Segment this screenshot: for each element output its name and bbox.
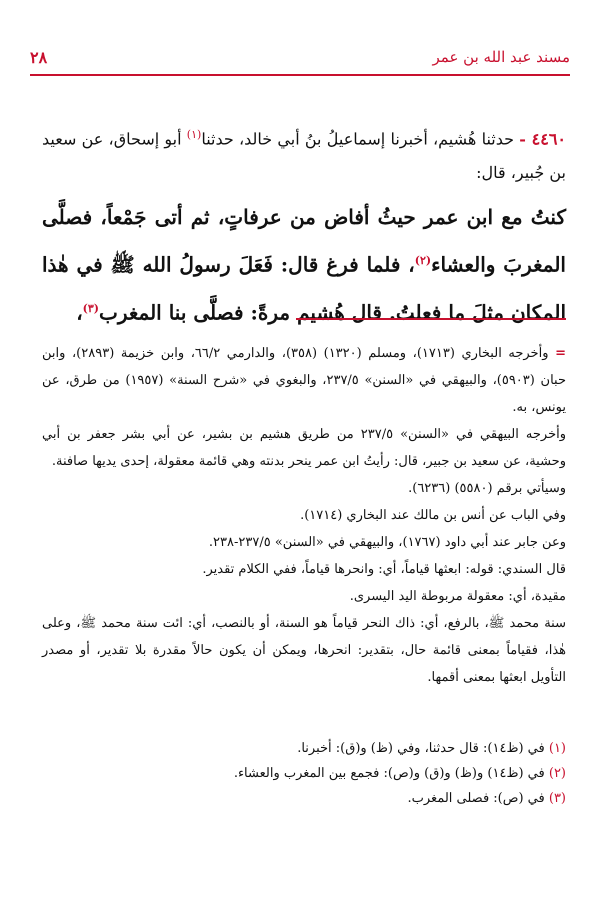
note-paragraph: وعن جابر عند أبي داود (١٧٦٧)، والبيهقي في «السنن» ٢٣٧/٥-٢٣٨. bbox=[208, 535, 566, 550]
isnad-part-a: حدثنا هُشيم، أخبرنا إسماعيلُ بنُ أبي خالد، حدثنا bbox=[201, 129, 515, 149]
note-paragraph: وأخرجه البيهقي في «السنن» ٢٣٧/٥ من طريق هشيم بن بشير، عن أبي بشر جعفر بن أبي وحشية، عن سعيد بن جبير، قال: رأيتُ ابن عمر ينحر بدنته وهي قائمة معقولة، إحدى يديها صافنة. bbox=[42, 427, 566, 469]
footnote-marker-2[interactable]: (٢) bbox=[414, 254, 432, 268]
note-line: وأخرجه البخاري (١٧١٣)، ومسلم (١٣٢٠) (٣٥٨)، والدارمي ٦٦/٢، وابن خزيمة (٢٨٩٣)، وابن حبان (٥٩٠٣)، والبيهقي في «السنن» ٢٣٧/٥، والبغوي في «شرح السنة» (١٩٥٧) من طرق، عن يونس، به. bbox=[42, 346, 567, 415]
footnote-item bbox=[42, 761, 566, 786]
footnote-mark: (١) bbox=[548, 741, 566, 756]
hadith-text bbox=[42, 118, 566, 335]
isnad-part-b: أبو إسحاق، عن سعيد بن جُبير، قال: bbox=[42, 129, 566, 183]
notes-divider bbox=[296, 318, 566, 320]
note-paragraph: وسيأتي برقم (٥٥٨٠) (٦٢٣٦). bbox=[408, 481, 566, 496]
footnote-marker-3[interactable]: (٣) bbox=[82, 301, 100, 315]
page-header bbox=[30, 44, 570, 76]
matn-part-a: كنتُ مع ابن عمر حيثُ أفاض من عرفاتٍ، ثم أتى جَمْعاً، فصلَّى المغربَ والعشاء bbox=[42, 205, 566, 277]
note-paragraph: سنة محمد ﷺ، بالرفع، أي: ذاك النحر قياماً هو السنة، أو بالنصب، أي: ائت سنة محمد ﷺ، وعلى هٰذا، فقياماً بمعنى قائمة حال، بتقدير: انحرها، ويمكن أن يكون حالاً مقدرة بلا تقدير، أو مصدر التأويل ابعثها بمعنى أقمها. bbox=[42, 616, 566, 685]
matn-part-b: ، فلما فرغ قال: فَعَلَ رسولُ الله ﷺ في هٰذا المكان مثلَ ما فعلتُ. قال هُشيم مرةً: فصلَّى بنا المغرب bbox=[42, 252, 566, 325]
footnote-mark: (٢) bbox=[548, 766, 566, 781]
note-paragraph: مقيدة، أي: معقولة مربوطة اليد اليسرى. bbox=[349, 589, 566, 604]
running-title: مسند عبد الله بن عمر bbox=[432, 48, 570, 66]
header-rule bbox=[30, 74, 570, 76]
takhrij-notes bbox=[42, 340, 566, 691]
footnote-item bbox=[42, 786, 566, 811]
hadith-isnad bbox=[42, 118, 566, 190]
note-paragraph: وفي الباب عن أنس بن مالك عند البخاري (١٧١٤). bbox=[300, 508, 566, 523]
footnotes bbox=[42, 736, 566, 811]
note-paragraph: قال السندي: قوله: ابعثها قياماً، أي: وانحرها قياماً، ففي الكلام تقدير. bbox=[202, 562, 566, 577]
footnote-marker-1[interactable]: (١) bbox=[186, 128, 202, 141]
footnote-mark: (٣) bbox=[548, 791, 566, 806]
footnote-item bbox=[42, 736, 566, 761]
page-number: ٢٨ bbox=[30, 48, 48, 67]
footnote-text: في (ص): فصلى المغرب. bbox=[407, 791, 545, 806]
note-paragraph bbox=[42, 340, 566, 421]
hadith-matn bbox=[42, 196, 566, 334]
matn-part-c: ، bbox=[76, 300, 83, 325]
footnote-text: في (ظ١٤) و(ظ) و(ق) و(ص): فجمع بين المغرب والعشاء. bbox=[233, 766, 545, 781]
hadith-number: ٤٤٦٠ - bbox=[519, 129, 566, 149]
continuation-mark: = bbox=[555, 346, 566, 361]
footnote-text: في (ظ١٤): قال حدثنا، وفي (ظ) و(ق): أخبرنا. bbox=[297, 741, 545, 756]
